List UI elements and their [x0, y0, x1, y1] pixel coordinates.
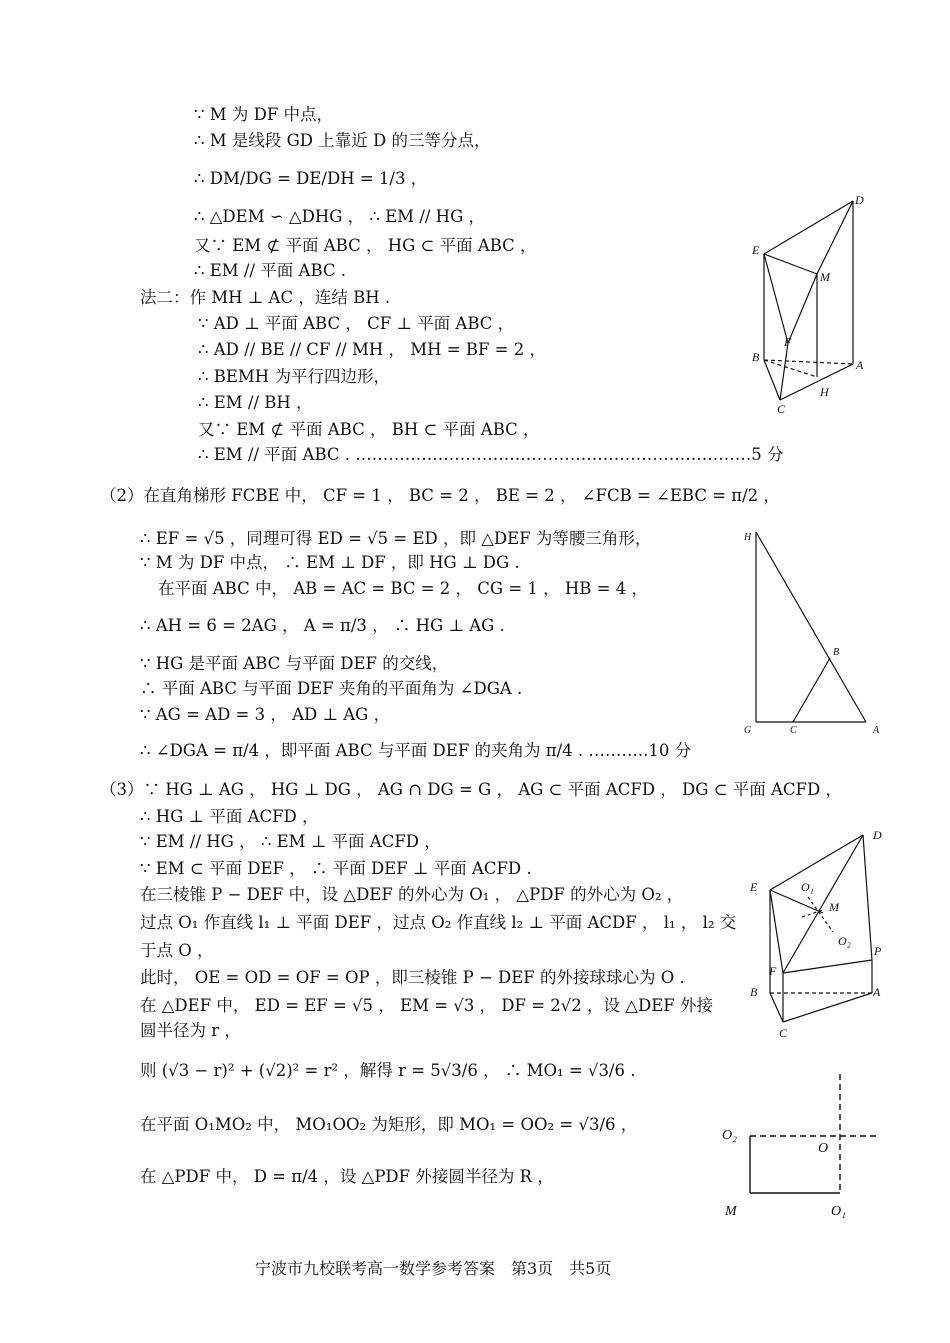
proof-line: ∴ ∠DGA = π/4 ，即平面 ABC 与平面 DEF 的夹角为 π/4 . ………..10 分	[140, 741, 692, 760]
vertex-label: E	[750, 880, 758, 894]
proof-line: ∵ EM // HG ， ∴ EM ⊥ 平面 ACFD ，	[140, 832, 441, 851]
vertex-label: A	[873, 985, 881, 999]
proof-line: 圆半径为 r ，	[140, 1021, 241, 1040]
point-label: O	[818, 1141, 829, 1156]
proof-line: ∵ M 为 DF 中点， ∴ EM ⊥ DF ，即 HG ⊥ DG .	[140, 553, 520, 572]
proof-line: ∵ AG = AD = 3 ， AD ⊥ AG ，	[140, 705, 391, 724]
proof-line: （3）∵ HG ⊥ AG ， HG ⊥ DG ， AG ∩ DG = G ， AG ⊂ 平面 ACFD ， DG ⊂ 平面 ACFD ，	[100, 780, 842, 799]
proof-line: ∴ EM // BH ，	[198, 393, 313, 412]
proof-line: 过点 O₁ 作直线 l₁ ⊥ 平面 DEF ，过点 O₂ 作直线 l₂ ⊥ 平面 ACDF ， l₁ ， l₂ 交	[140, 913, 737, 932]
proof-line: 则 (√3 − r)² + (√2)² = r² ，解得 r = 5√3/6 ， ∴ MO₁ = √3/6 .	[140, 1061, 636, 1080]
proof-line: 在 △PDF 中， D = π/4 ，设 △PDF 外接圆半径为 R ，	[140, 1167, 554, 1186]
proof-line: 法二：作 MH ⊥ AC ，连结 BH .	[140, 288, 391, 307]
proof-line: ∵ EM ⊂ 平面 DEF ， ∴ 平面 DEF ⊥ 平面 ACFD .	[140, 859, 532, 878]
vertex-label: C	[777, 402, 786, 416]
proof-line: ∴ △DEM ∽ △DHG ， ∴ EM // HG ，	[194, 207, 485, 226]
proof-line: ∴ EF = √5 ，同理可得 ED = √5 = ED ，即 △DEF 为等腰三角形，	[140, 529, 652, 548]
proof-line: ∴ EM // 平面 ABC . ………………………………………………………………5 分	[198, 445, 784, 464]
proof-line: （2）在直角梯形 FCBE 中， CF = 1 ， BC = 2 ， BE = 2 ， ∠FCB = ∠EBC = π/2 ，	[100, 486, 780, 505]
vertex-label: H	[820, 385, 829, 399]
proof-line: ∵ HG 是平面 ABC 与平面 DEF 的交线，	[140, 654, 449, 673]
proof-line: ∴ AD // BE // CF // MH ， MH = BF = 2 ，	[198, 340, 546, 359]
proof-line: ∵ AD ⊥ 平面 ABC ， CF ⊥ 平面 ABC ，	[198, 314, 515, 333]
proof-line: 此时， OE = OD = OF = OP ，即三棱锥 P − DEF 的外接球球心为 O .	[140, 968, 685, 987]
vertex-label: F	[769, 964, 777, 978]
vertex-label: F	[784, 335, 792, 349]
vertex-label: C	[790, 725, 797, 736]
proof-line: ∴ HG ⊥ 平面 ACFD ，	[140, 807, 319, 826]
vertex-label: M	[820, 270, 830, 284]
proof-line: 又∵ EM ⊄ 平面 ABC ， BH ⊂ 平面 ABC ，	[198, 420, 540, 439]
page-footer: 宁波市九校联考高一数学参考答案 第3页 共5页	[255, 1259, 612, 1278]
vertex-label: B	[750, 985, 758, 999]
pyramid-figure	[750, 825, 880, 1035]
proof-line: ∴ EM // 平面 ABC .	[194, 261, 346, 280]
prism-figure	[740, 190, 880, 430]
vertex-label: P	[874, 944, 882, 958]
vertex-label: A	[856, 358, 864, 372]
point-label: O₁	[831, 1204, 846, 1219]
vertex-label: G	[744, 725, 752, 736]
proof-line: ∴ BEMH 为平行四边形，	[198, 367, 390, 386]
proof-line: ∴ DM/DG = DE/DH = 1/3 ，	[194, 169, 428, 188]
point-label: O₂	[722, 1128, 737, 1143]
vertex-label: A	[873, 725, 880, 736]
vertex-label: D	[873, 828, 882, 842]
proof-line: 在平面 O₁MO₂ 中， MO₁OO₂ 为矩形，即 MO₁ = OO₂ = √3/6 ，	[140, 1115, 638, 1134]
rectangle-figure	[740, 1070, 890, 1210]
triangle-figure	[740, 520, 880, 740]
proof-line: ∴ 平面 ABC 与平面 DEF 夹角的平面角为 ∠DGA .	[140, 679, 523, 698]
proof-line: 在平面 ABC 中， AB = AC = BC = 2 ， CG = 1 ， HB = 4 ，	[158, 579, 648, 598]
vertex-label: O₁	[801, 880, 814, 894]
vertex-label: E	[752, 243, 760, 257]
vertex-label: C	[779, 1026, 788, 1040]
vertex-label: B	[833, 647, 840, 658]
vertex-label: D	[855, 193, 864, 207]
vertex-label: M	[829, 900, 839, 914]
proof-line: ∴ M 是线段 GD 上靠近 D 的三等分点，	[194, 131, 491, 150]
proof-line: ∴ AH = 6 = 2AG ， A = π/3 ， ∴ HG ⊥ AG .	[140, 616, 505, 635]
vertex-label: O₂	[838, 934, 851, 948]
proof-line: 于点 O ，	[140, 941, 214, 960]
proof-line: ∵ M 为 DF 中点，	[194, 105, 334, 124]
point-label: M	[725, 1204, 737, 1219]
proof-line: 在 △DEF 中， ED = EF = √5 ， EM = √3 ， DF = 2√2 ，设 △DEF 外接	[140, 996, 713, 1015]
vertex-label: B	[752, 350, 760, 364]
proof-line: 在三棱锥 P − DEF 中，设 △DEF 的外心为 O₁ ， △PDF 的外心为 O₂ ，	[140, 885, 684, 904]
vertex-label: H	[744, 532, 752, 543]
proof-line: 又∵ EM ⊄ 平面 ABC ， HG ⊂ 平面 ABC ，	[194, 236, 537, 255]
